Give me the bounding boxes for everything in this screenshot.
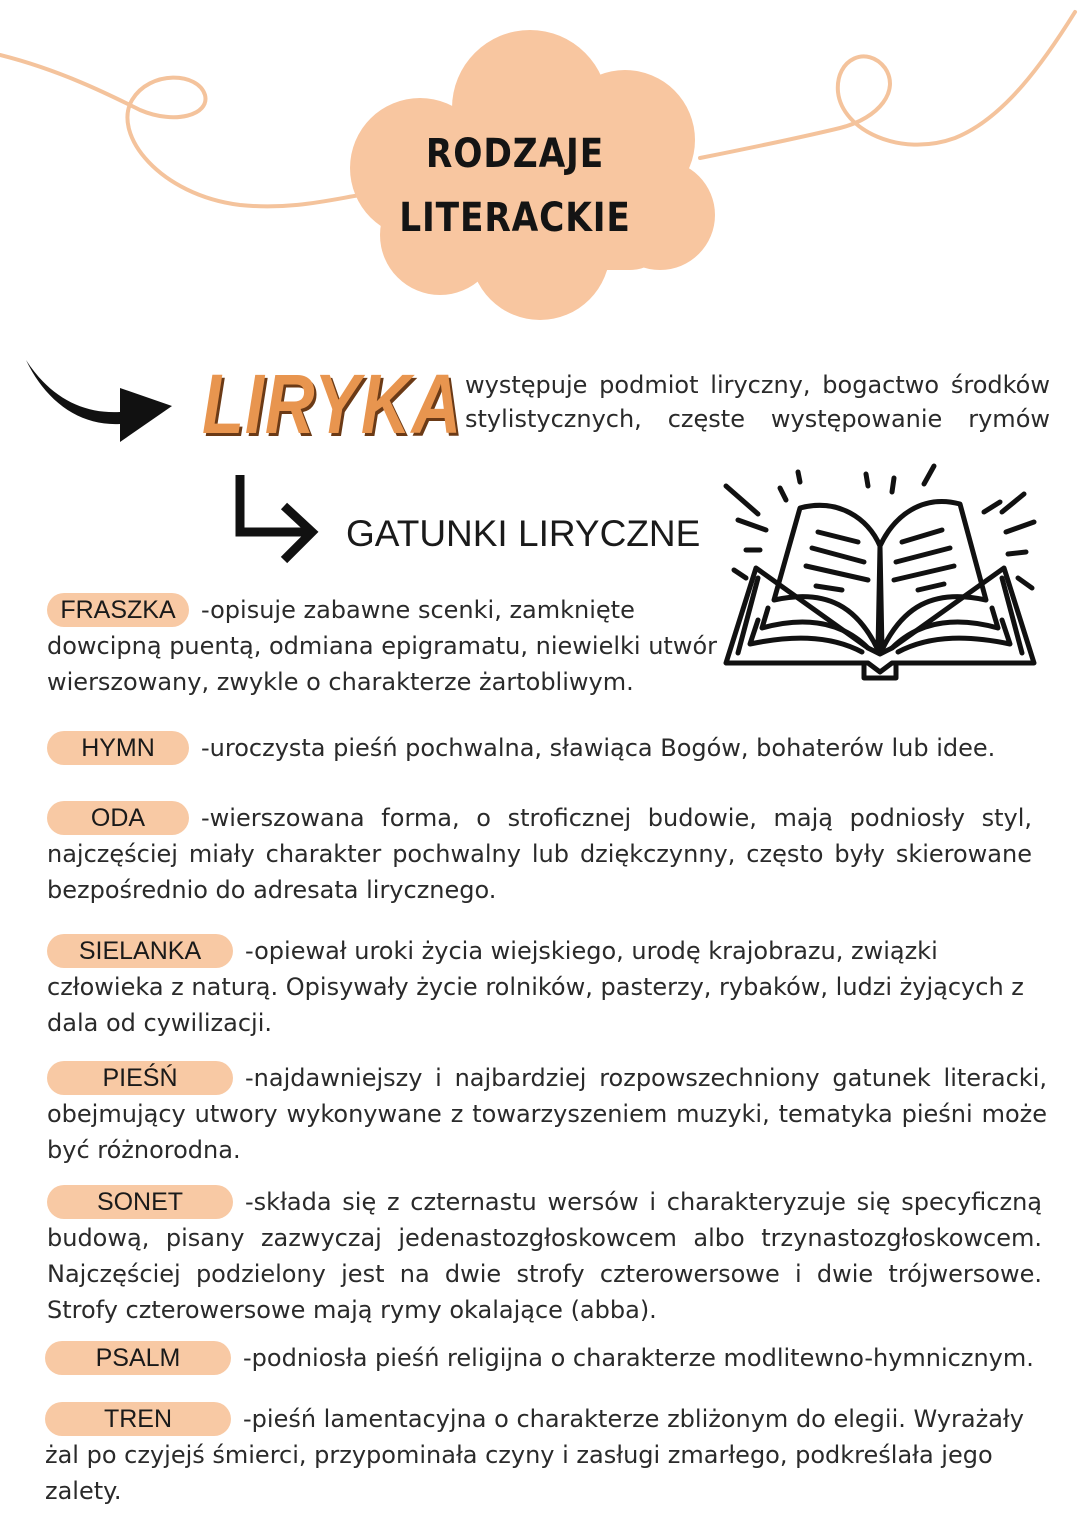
genre-entry-oda [47,800,1032,908]
liryka-title: LIRYKA [202,357,463,451]
genre-description: -wierszowana forma, o stroficznej budowie, mają podniosły styl, najczęściej miały charakter pochwalny lub dziękczynny, często były skierowane bezpośrednio do adresata lirycznego. [47,804,1032,904]
genre-entry-sielanka [47,933,1037,1041]
genre-name-pill: ODA [47,801,189,835]
genre-name-pill: PIEŚŃ [47,1061,233,1095]
genre-entry-sonet [47,1184,1042,1328]
genres-heading: GATUNKI LIRYCZNE [346,513,701,554]
genre-description: -składa się z czternastu wersów i charakteryzuje się specyficzną budową, pisany zazwyczaj jedenastozgłoskowcem albo trzynastozgłoskowcem. Najczęściej podzielony jest na dwie strofy czterowersowe i dwie trójwersowe. Strofy czterowersowe mają rymy okalające (abba). [47,1188,1042,1324]
genre-description: -uroczysta pieśń pochwalna, sławiąca Bogów, bohaterów lub idee. [201,734,996,762]
curved-arrow-right-icon [22,352,177,447]
genre-description: -podniosła pieśń religijna o charakterze modlitewno-hymnicznym. [243,1344,1034,1372]
genre-name-pill: SONET [47,1185,233,1219]
open-book-icon [718,458,1043,688]
genre-entry-tren [45,1401,1055,1509]
genre-description: -pieśń lamentacyjna o charakterze zbliżonym do elegii. Wyrażały żal po czyjejś śmierci, przypominała czyny i zasługi zmarłego, podkreślała jego zalety. [45,1405,1024,1505]
down-right-arrow-icon [228,470,323,570]
page-title-line-1: RODZAJE [425,131,605,177]
page-title-line-2: LITERACKIE [399,195,631,241]
genre-description: -najdawniejszy i najbardziej rozpowszechniony gatunek literacki, obejmujący utwory wykonywane z towarzyszeniem muzyki, tematyka pieśni może być różnorodna. [47,1064,1047,1164]
genre-entry-piesn [47,1060,1047,1168]
genre-entry-fraszka [47,592,737,700]
genre-name-pill: TREN [45,1402,231,1436]
genre-name-pill: PSALM [45,1341,231,1375]
liryka-description: występuje podmiot liryczny, bogactwo środków stylistycznych, częste występowanie rymów [465,371,1050,433]
genre-description: -opisuje zabawne scenki, zamknięte dowcipną puentą, odmiana epigramatu, niewielki utwór wierszowany, zwykle o charakterze żartobliwym. [47,596,718,696]
genre-description: -opiewał uroki życia wiejskiego, urodę krajobrazu, związki człowieka z naturą. Opisywały życie rolników, pasterzy, rybaków, ludzi żyjących z dala od cywilizacji. [47,937,1024,1037]
genre-entry-hymn [47,730,1037,766]
page-title [373,122,657,250]
genre-entry-psalm [45,1340,1055,1376]
genre-name-pill: SIELANKA [47,934,233,968]
genre-name-pill: HYMN [47,731,189,765]
genre-name-pill: FRASZKA [47,593,189,627]
